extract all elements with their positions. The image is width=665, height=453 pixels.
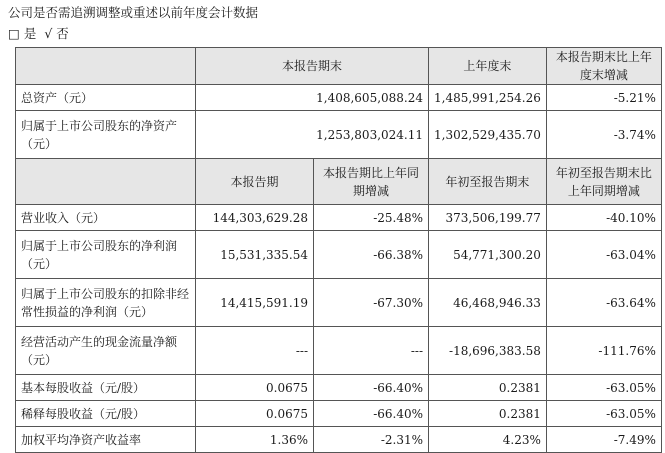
table-cell: 0.2381 xyxy=(429,401,547,427)
table-cell: 0.0675 xyxy=(196,375,314,401)
table-row xyxy=(16,427,662,453)
table-cell: --- xyxy=(314,327,429,375)
table-row xyxy=(16,111,662,159)
financial-data-table xyxy=(15,47,662,453)
header-cell: 年初至报告期末比上年同期增减 xyxy=(546,159,661,205)
table-row xyxy=(16,85,662,111)
row-label: 基本每股收益（元/股） xyxy=(16,375,196,401)
row-label: 归属于上市公司股东的净资产（元） xyxy=(16,111,196,159)
row-label: 经营活动产生的现金流量净额（元） xyxy=(16,327,196,375)
page-title: 公司是否需追溯调整或重述以前年度会计数据 xyxy=(8,5,259,20)
header-cell: 本报告期比上年同期增减 xyxy=(314,159,429,205)
table-cell: -66.38% xyxy=(314,231,429,279)
row-label: 归属于上市公司股东的扣除非经常性损益的净利润（元） xyxy=(16,279,196,327)
table-cell: -63.04% xyxy=(546,231,661,279)
row-label: 加权平均净资产收益率 xyxy=(16,427,196,453)
table-cell: 1.36% xyxy=(196,427,314,453)
table-row xyxy=(16,327,662,375)
header-row-1 xyxy=(16,48,662,85)
row-label: 总资产（元） xyxy=(16,85,196,111)
table-cell: 54,771,300.20 xyxy=(429,231,547,279)
header-cell: 本报告期末 xyxy=(196,48,429,85)
restatement-options xyxy=(8,24,73,42)
table-cell: 373,506,199.77 xyxy=(429,205,547,231)
table-cell: -25.48% xyxy=(314,205,429,231)
unchecked-box-icon: □ xyxy=(8,26,20,41)
header-row-2 xyxy=(16,159,662,205)
table-row xyxy=(16,231,662,279)
header-corner xyxy=(16,48,196,85)
header-cell: 年初至报告期末 xyxy=(429,159,547,205)
table-cell: -63.64% xyxy=(546,279,661,327)
row-label: 归属于上市公司股东的净利润（元） xyxy=(16,231,196,279)
table-cell: 15,531,335.54 xyxy=(196,231,314,279)
option-no: 否 xyxy=(56,26,69,41)
table-row xyxy=(16,205,662,231)
header-cell: 上年度末 xyxy=(429,48,547,85)
table-row xyxy=(16,279,662,327)
table-cell: 0.2381 xyxy=(429,375,547,401)
table-cell: -66.40% xyxy=(314,401,429,427)
table-cell: -63.05% xyxy=(546,401,661,427)
table-cell: -5.21% xyxy=(546,85,661,111)
table-cell: 46,468,946.33 xyxy=(429,279,547,327)
header-cell: 本报告期 xyxy=(196,159,314,205)
table-cell: 1,408,605,088.24 xyxy=(196,85,429,111)
table-cell: -111.76% xyxy=(546,327,661,375)
table-row xyxy=(16,375,662,401)
table-cell: 144,303,629.28 xyxy=(196,205,314,231)
table-cell: -7.49% xyxy=(546,427,661,453)
header-cell: 本报告期末比上年度末增减 xyxy=(546,48,661,85)
option-yes: 是 xyxy=(23,26,37,41)
table-cell: -63.05% xyxy=(546,375,661,401)
table-cell: 4.23% xyxy=(429,427,547,453)
table-cell: 14,415,591.19 xyxy=(196,279,314,327)
table-cell: -18,696,383.58 xyxy=(429,327,547,375)
table-cell: 1,253,803,024.11 xyxy=(196,111,429,159)
table-cell: -67.30% xyxy=(314,279,429,327)
table-cell: -66.40% xyxy=(314,375,429,401)
table-row xyxy=(16,401,662,427)
table-cell: --- xyxy=(196,327,314,375)
table-cell: 0.0675 xyxy=(196,401,314,427)
table-cell: -2.31% xyxy=(314,427,429,453)
header-corner xyxy=(16,159,196,205)
table-cell: -3.74% xyxy=(546,111,661,159)
checkmark-icon: √ xyxy=(44,26,53,41)
row-label: 稀释每股收益（元/股） xyxy=(16,401,196,427)
table-cell: 1,302,529,435.70 xyxy=(429,111,547,159)
table-cell: -40.10% xyxy=(546,205,661,231)
row-label: 营业收入（元） xyxy=(16,205,196,231)
table-cell: 1,485,991,254.26 xyxy=(429,85,547,111)
